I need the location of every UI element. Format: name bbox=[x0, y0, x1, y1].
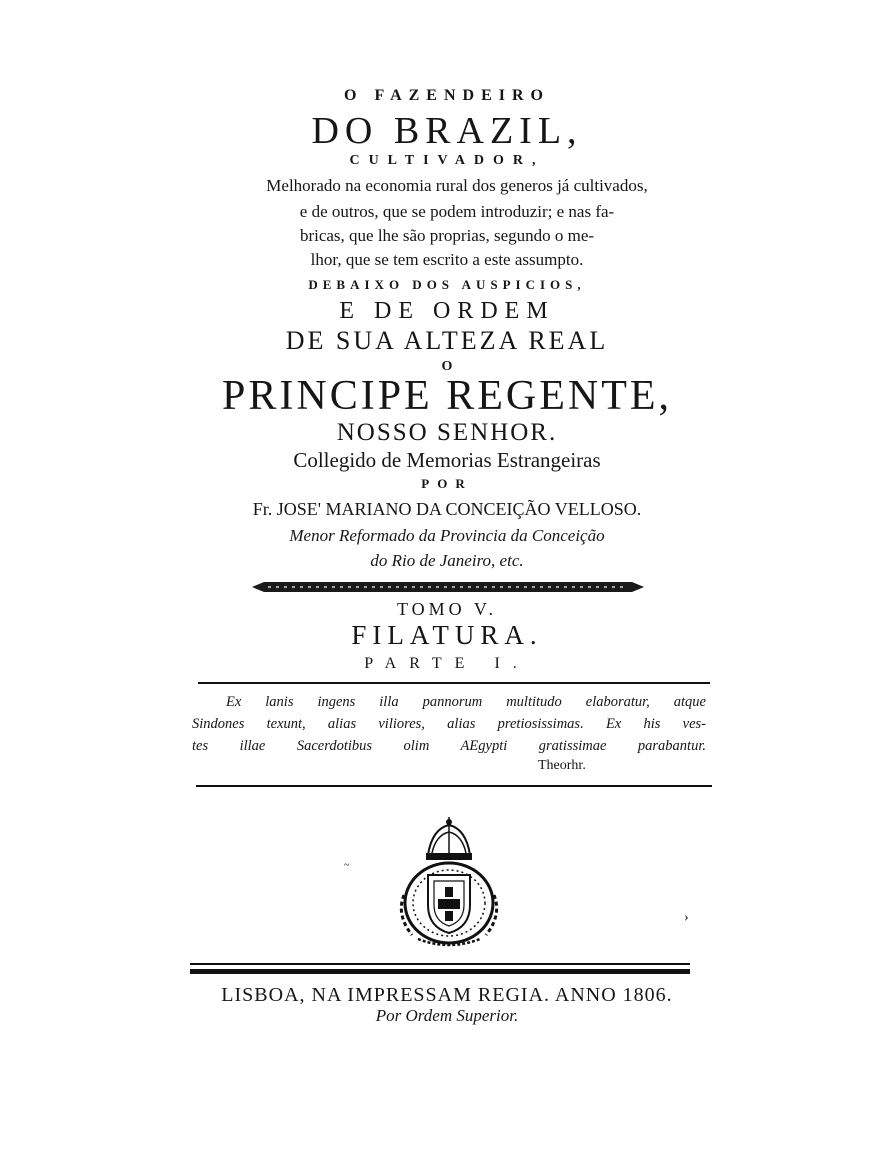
epigraph bbox=[192, 691, 706, 757]
author-line: Fr. JOSE' MARIANO DA CONCEIÇÃO VELLOSO. bbox=[252, 499, 642, 519]
imprint-line-1: LISBOA, NA IMPRESSAM REGIA. ANNO 1806. bbox=[221, 984, 673, 1006]
title-line-3: CULTIVADOR, bbox=[349, 153, 545, 168]
royal-coat-of-arms-icon bbox=[388, 815, 510, 950]
tomo-line: TOMO V. bbox=[396, 599, 498, 619]
subject-line: FILATURA. bbox=[351, 620, 543, 650]
imprint-rule-bottom bbox=[190, 969, 690, 974]
epigraph-attribution: Theorhr. bbox=[538, 758, 586, 773]
patronage-line-6: NOSSO SENHOR. bbox=[336, 419, 558, 446]
description-line-1: Melhorado na economia rural dos generos já cultivados, bbox=[266, 176, 648, 195]
patronage-line-5: PRINCIPE REGENTE, bbox=[222, 373, 672, 419]
title-line-2: DO BRAZIL, bbox=[311, 110, 583, 152]
por-line: POR bbox=[421, 476, 473, 491]
bottom-rule-epigraph bbox=[196, 785, 712, 787]
title-line-1: O FAZENDEIRO bbox=[344, 87, 550, 104]
epigraph-line-1: Ex lanis ingens illa pannorum multitudo elaboratur, atque bbox=[226, 694, 706, 710]
patronage-line-2: E DE ORDEM bbox=[339, 298, 555, 324]
order-line-2: do Rio de Janeiro, etc. bbox=[370, 551, 524, 570]
ornamental-rule bbox=[252, 580, 644, 594]
description-line-3: bricas, que lhe são proprias, segundo o me- bbox=[299, 226, 595, 245]
stray-mark: ~ bbox=[344, 860, 350, 871]
stray-mark-2: › bbox=[684, 910, 689, 925]
top-rule-epigraph bbox=[198, 682, 710, 684]
patronage-line-1: DEBAIXO DOS AUSPICIOS, bbox=[308, 277, 586, 292]
description-line-2: e de outros, que se podem introduzir; e nas fa- bbox=[299, 202, 615, 221]
order-line-1: Menor Reformado da Provincia da Conceição bbox=[289, 526, 605, 545]
epigraph-line-3: tes illae Sacerdotibus olim AEgypti gratissimae parabantur. bbox=[192, 738, 706, 754]
imprint-rule-top bbox=[190, 963, 690, 965]
imprint-line-2: Por Ordem Superior. bbox=[375, 1006, 519, 1025]
patronage-line-3: DE SUA ALTEZA REAL bbox=[285, 326, 609, 355]
epigraph-line-2: Sindones texunt, alias viliores, alias pretiosissimas. Ex his ves- bbox=[192, 716, 706, 732]
compilation-line-1: Collegido de Memorias Estrangeiras bbox=[293, 448, 601, 472]
patronage-line-4: O bbox=[441, 359, 453, 374]
description-line-4: lhor, que se tem escrito a este assumpto. bbox=[310, 250, 584, 269]
part-line: PARTE I. bbox=[364, 655, 530, 672]
